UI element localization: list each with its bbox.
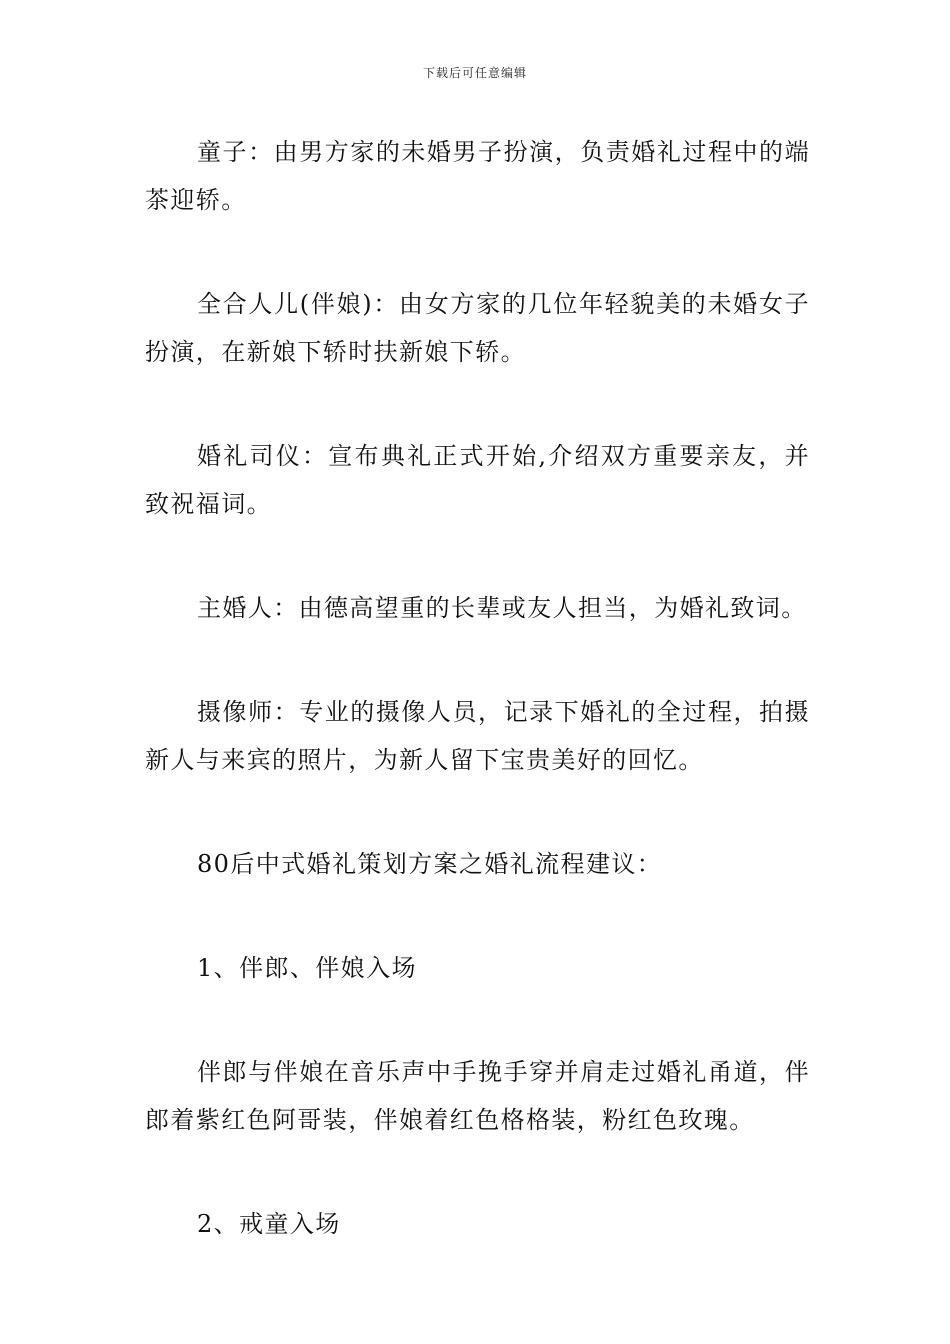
document-body — [145, 128, 810, 1304]
paragraph-tongzi: 童子：由男方家的未婚男子扮演，负责婚礼过程中的端茶迎轿。 — [145, 138, 810, 214]
section-heading-process: 80后中式婚礼策划方案之婚礼流程建议： — [197, 850, 663, 878]
paragraph-siyi: 婚礼司仪：宣布典礼正式开始,介绍双方重要亲友，并致祝福词。 — [145, 442, 810, 518]
step-heading-1: 1、伴郎、伴娘入场 — [197, 954, 417, 982]
paragraph-step-1: 伴郎与伴娘在音乐声中手挽手穿并肩走过婚礼甬道，伴郎着紫红色阿哥装，伴娘着红色格格装，粉红色玫瑰。 — [145, 1058, 810, 1134]
paragraph-quanheren: 全合人儿(伴娘)：由女方家的几位年轻貌美的未婚女子扮演，在新娘下轿时扶新娘下轿。 — [145, 290, 810, 366]
paragraph-shexiangshi: 摄像师：专业的摄像人员，记录下婚礼的全过程，拍摄新人与来宾的照片，为新人留下宝贵美好的回忆。 — [145, 698, 810, 774]
page-header: 下载后可任意编辑 — [422, 66, 527, 80]
step-heading-2: 2、戒童入场 — [197, 1210, 341, 1238]
paragraph-zhuhunren: 主婚人：由德高望重的长辈或友人担当，为婚礼致词。 — [197, 594, 807, 622]
